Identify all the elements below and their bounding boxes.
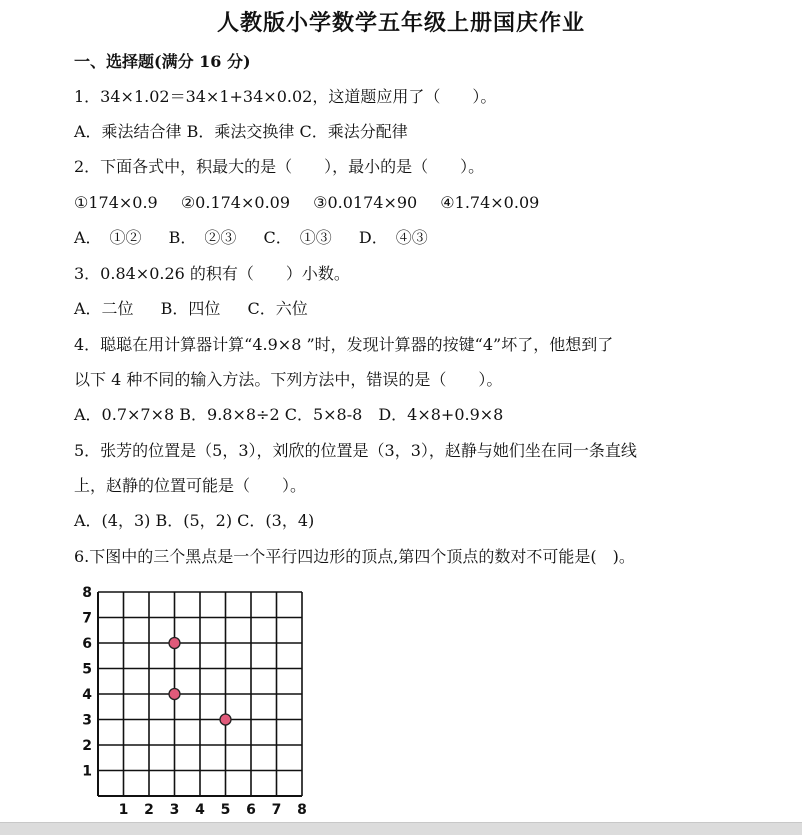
q5-stem-line1: 5．张芳的位置是（5，3），刘欣的位置是（3，3），赵静与她们坐在同一条直线 [74,441,637,460]
q1-options: A．乘法结合律 B．乘法交换律 C．乘法分配律 [74,122,408,141]
q2-option-b: B． ②③ [168,228,237,247]
q2-options [74,228,428,248]
y-tick-label: 7 [82,610,92,627]
q2-expr-3: ③0.0174×90 [313,193,418,212]
x-tick-label: 4 [195,802,205,818]
x-tick-label: 6 [246,802,256,818]
y-tick-label: 2 [82,738,92,754]
q4-stem-line1: 4．聪聪在用计算器计算“4.9×8 ”时，发现计算器的按键“4”坏了，他想到了 [74,335,614,354]
q2-option-a: A． ①② [74,228,142,247]
q3-option-a: A．二位 [74,299,134,318]
q5-stem-line2: 上，赵静的位置可能是（ ）。 [74,476,307,495]
x-tick-label: 1 [118,802,129,818]
q2-option-d: D． ④③ [358,228,428,247]
x-tick-label: 5 [220,802,231,818]
x-tick-label: 7 [271,802,282,818]
q2-expressions [74,193,539,213]
q2-stem: 2．下面各式中，积最大的是（ ），最小的是（ ）。 [74,157,485,176]
q1-stem: 1．34×1.02＝34×1+34×0.02，这道题应用了（ ）。 [74,87,497,106]
y-tick-label: 6 [82,636,92,652]
q4-options: A．0.7×7×8 B．9.8×8÷2 C．5×8-8 D．4×8+0.9×8 [74,405,504,424]
grid-point [220,714,231,725]
page-title: 人教版小学数学五年级上册国庆作业 [216,10,585,36]
section-heading: 一、选择题(满分 16 分) [74,52,251,71]
y-tick-label: 4 [82,687,92,703]
x-tick-label: 8 [297,802,307,818]
y-tick-label: 8 [82,585,92,601]
q6-stem: 6.下图中的三个黑点是一个平行四边形的顶点,第四个顶点的数对不可能是( )。 [74,547,635,566]
q2-expr-1: ①174×0.9 [74,193,158,212]
y-tick-label: 5 [82,661,92,678]
q2-option-c: C． ①③ [263,228,332,247]
q2-expr-4: ④1.74×0.09 [440,193,540,212]
bottom-scrollbar[interactable] [0,822,802,835]
grid-point [169,638,180,649]
q3-options [74,299,308,319]
grid-point [169,689,180,700]
q3-stem: 3．0.84×0.26 的积有（ ）小数。 [74,264,350,283]
coordinate-grid-figure [76,585,316,820]
y-tick-label: 1 [82,763,92,780]
x-tick-label: 3 [169,802,180,818]
y-tick-label: 3 [82,712,92,729]
q3-option-c: C．六位 [247,299,308,318]
x-tick-label: 2 [144,802,154,818]
q4-stem-line2: 以下 4 种不同的输入方法。下列方法中，错误的是（ ）。 [74,370,503,389]
q5-options: A．(4，3) B．(5，2) C．(3，4) [74,511,315,530]
coordinate-grid [76,585,316,820]
q2-expr-2: ②0.174×0.09 [180,193,291,212]
q3-option-b: B．四位 [160,299,221,318]
